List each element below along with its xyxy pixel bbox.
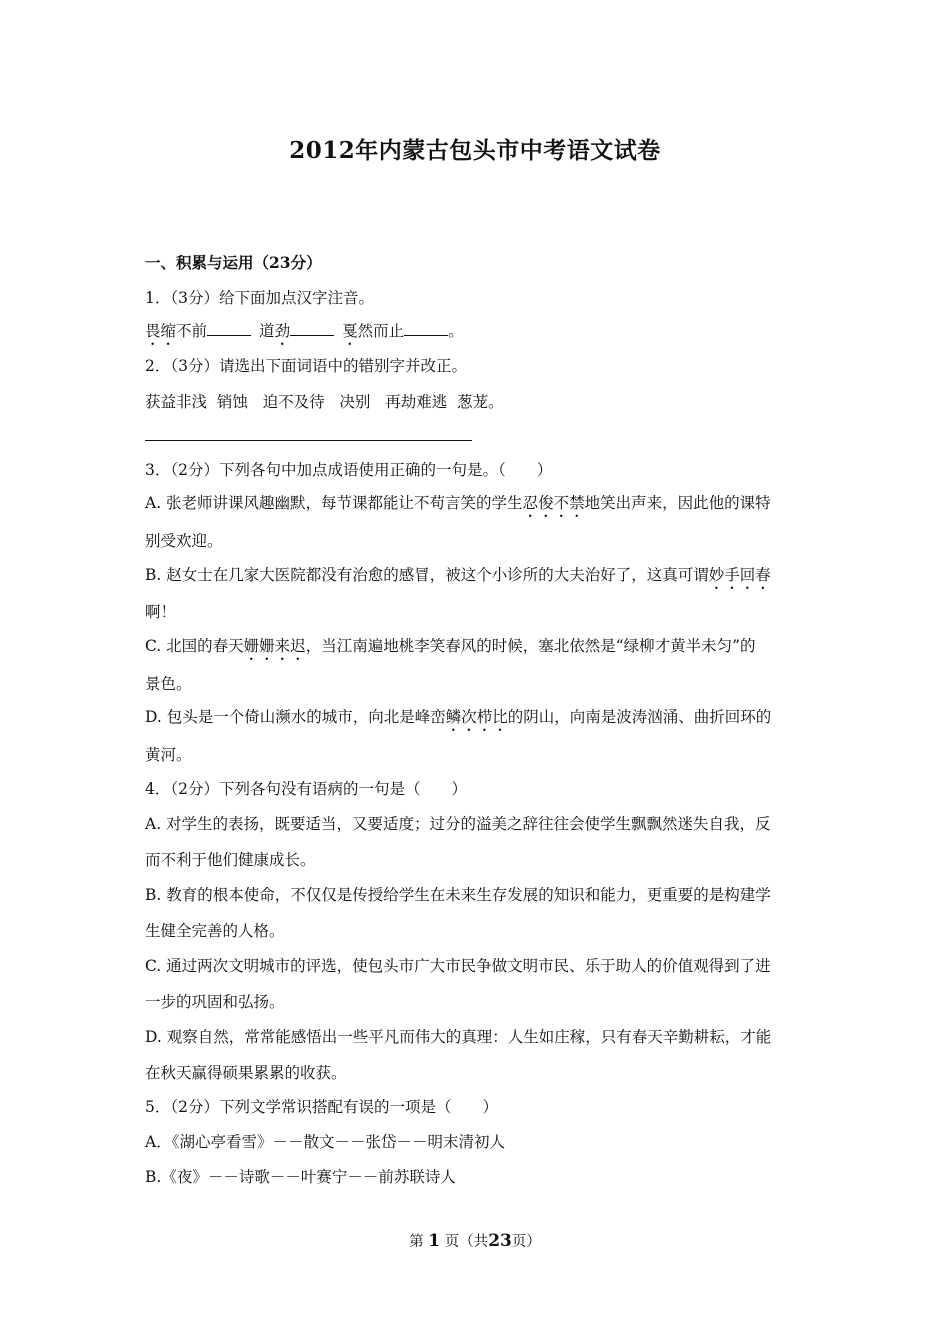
text: 的阴山，向南是波涛汹涌、曲折回环的 <box>507 708 772 726</box>
text: 第 <box>409 1234 424 1250</box>
question-3-option-c <box>145 636 756 664</box>
dotted-char: 劲 <box>274 322 291 340</box>
question-4-option-a: A. 对学生的表扬，既要适当，又要适度；过分的溢美之辞往往会使学生飘飘然迷失自我，反 <box>145 815 771 833</box>
page-number: 1 <box>428 1231 441 1251</box>
question-5-option-b: B.《夜》－－诗歌－－叶赛宁－－前苏联诗人 <box>145 1168 456 1186</box>
text: 地笑出声来，因此他的课特 <box>584 494 771 512</box>
dotted-char: 缩 <box>160 322 177 340</box>
text: 然而止 <box>357 322 405 340</box>
page-footer <box>0 1230 950 1251</box>
question-5-option-a: A．《湖心亭看雪》－－散文－－张岱－－明末清初人 <box>145 1133 505 1151</box>
dotted-idiom: 鳞次栉比 <box>445 708 508 726</box>
answer-line <box>145 440 472 441</box>
question-3-option-b <box>145 565 771 593</box>
dotted-idiom: 姗姗来迟 <box>243 637 306 655</box>
question-3-option-a <box>145 493 771 521</box>
question-4-option-a-cont: 而不利于他们健康成长。 <box>145 851 316 869</box>
text: 页（共 <box>444 1234 489 1250</box>
question-1-items <box>145 321 464 349</box>
question-1-stem: 1．（3分）给下面加点汉字注音。 <box>145 289 374 307</box>
text: 。 <box>448 322 464 340</box>
text: A. 张老师讲课风趣幽默，每节课都能让不苟言笑的学生 <box>145 494 523 512</box>
question-3-option-a-cont: 别受欢迎。 <box>145 532 223 550</box>
question-4-option-c: C. 通过两次文明城市的评选，使包头市广大市民争做文明市民、乐于助人的价值观得到了进 <box>145 957 771 975</box>
question-4-option-b-cont: 生健全完善的人格。 <box>145 922 285 940</box>
text: 道 <box>259 322 275 340</box>
dotted-char: 戛 <box>342 322 358 340</box>
dotted-idiom: 妙手回春 <box>708 566 771 584</box>
question-4-stem: 4．（2分）下列各句没有语病的一句是（ ） <box>145 780 467 798</box>
question-4-option-d-cont: 在秋天赢得硕果累累的收获。 <box>145 1064 347 1082</box>
question-3-option-c-cont: 景色。 <box>145 675 192 693</box>
text: B. 赵女士在几家大医院都没有治愈的感冒，被这个小诊所的大夫治好了，这真可谓 <box>145 566 709 584</box>
question-2-stem: 2．（3分）请选出下面词语中的错别字并改正。 <box>145 357 467 375</box>
answer-blank <box>207 321 251 336</box>
answer-blank <box>290 321 334 336</box>
question-4-option-b: B. 教育的根本使命，不仅仅是传授给学生在未来生存发展的知识和能力，更重要的是构建学 <box>145 886 771 904</box>
question-5-stem: 5．（2分）下列文学常识搭配有误的一项是（ ） <box>145 1098 498 1116</box>
question-4-option-c-cont: 一步的巩固和弘扬。 <box>145 993 285 1011</box>
question-2-words: 获益非浅 销蚀 迫不及待 决别 再劫难逃 葱茏。 <box>145 393 504 411</box>
text: C. 北国的春天 <box>145 637 244 655</box>
question-3-stem: 3．（2分）下列各句中加点成语使用正确的一句是。（ ） <box>145 461 553 479</box>
text: ，当江南遍地桃李笑春风的时候，塞北依然是“绿柳才黄半未匀”的 <box>305 637 756 655</box>
text: 页） <box>511 1234 541 1250</box>
question-4-option-d: D. 观察自然，常常能感悟出一些平凡而伟大的真理：人生如庄稼，只有春天辛勤耕耘，才能 <box>145 1028 772 1046</box>
text: 不前 <box>176 322 208 340</box>
question-3-option-d <box>145 707 771 735</box>
question-3-option-d-cont: 黄河。 <box>145 746 192 764</box>
dotted-char: 畏 <box>145 322 161 340</box>
section-heading: 一、积累与运用（23分） <box>145 253 322 272</box>
page-title: 2012年内蒙古包头市中考语文试卷 <box>289 137 661 164</box>
dotted-idiom: 忍俊不禁 <box>522 494 585 512</box>
question-3-option-b-cont: 啊！ <box>145 603 177 621</box>
text: D. 包头是一个倚山濒水的城市，向北是峰峦 <box>145 708 446 726</box>
answer-blank <box>404 321 448 336</box>
page-total: 23 <box>488 1231 512 1251</box>
